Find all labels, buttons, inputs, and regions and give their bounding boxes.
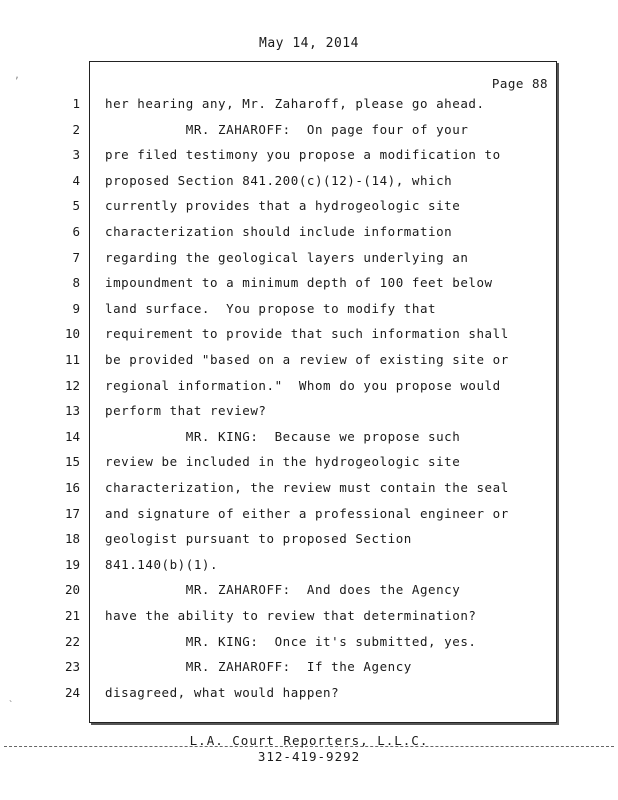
transcript-line: currently provides that a hydrogeologic site: [105, 198, 461, 214]
line-number: 14: [64, 428, 80, 444]
transcript-line: characterization, the review must contain the seal: [105, 480, 509, 495]
line-number: 10: [64, 326, 80, 342]
transcript-line: MR. KING: Once it's submitted, yes.: [105, 633, 477, 649]
transcript-line: MR. KING: Because we propose such: [105, 428, 461, 444]
line-number: 4: [72, 172, 80, 188]
line-number: 5: [72, 198, 80, 214]
transcript-line: be provided "based on a review of existing site or: [105, 352, 509, 367]
scan-speck: ,: [14, 70, 21, 81]
transcript-line: 841.140(b)(1).: [105, 556, 219, 572]
line-number: 18: [64, 531, 80, 547]
line-number: 9: [72, 300, 80, 316]
transcript-line: regional information." Whom do you propose would: [105, 377, 501, 393]
transcript-line: land surface. You propose to modify that: [105, 300, 437, 316]
transcript-line: review be included in the hydrogeologic site: [105, 454, 461, 470]
transcript-line: characterization should include information: [105, 224, 453, 239]
transcript-line: requirement to provide that such information shall: [105, 326, 509, 342]
line-number: 20: [64, 582, 80, 598]
scan-speck: `: [8, 700, 15, 711]
transcript-line: and signature of either a professional engineer or: [105, 505, 509, 521]
transcript-line: MR. ZAHAROFF: On page four of your: [105, 121, 469, 137]
transcript-line: impoundment to a minimum depth of 100 feet below: [105, 275, 493, 291]
transcript-line: proposed Section 841.200(c)(12)-(14), which: [105, 172, 453, 188]
transcript-line: pre filed testimony you propose a modification to: [105, 147, 501, 163]
transcript-line: perform that review?: [105, 403, 267, 419]
transcript-line: have the ability to review that determination?: [105, 608, 477, 623]
line-number: 16: [64, 480, 80, 495]
transcript-line: MR. ZAHAROFF: If the Agency: [105, 659, 412, 675]
court-reporter-name: L.A. Court Reporters, L.L.C.: [189, 733, 429, 748]
page-number: Page 88: [491, 76, 548, 91]
line-number: 19: [64, 556, 80, 572]
line-number: 6: [72, 224, 80, 239]
line-number: 23: [64, 659, 80, 675]
transcript-line: MR. ZAHAROFF: And does the Agency: [105, 582, 461, 598]
line-number: 3: [72, 147, 80, 163]
line-number: 24: [64, 684, 80, 700]
line-number: 8: [72, 275, 80, 291]
line-number: 1: [72, 96, 80, 111]
transcript-date: May 14, 2014: [259, 36, 359, 51]
transcript-line: geologist pursuant to proposed Section: [105, 531, 412, 547]
line-number: 11: [64, 352, 80, 367]
line-number: 15: [64, 454, 80, 470]
line-number: 21: [64, 608, 80, 623]
line-number: 7: [72, 249, 80, 265]
line-number: 22: [64, 633, 80, 649]
transcript-line: regarding the geological layers underlying an: [105, 249, 469, 265]
line-number: 17: [64, 505, 80, 521]
line-number: 12: [64, 377, 80, 393]
transcript-line: disagreed, what would happen?: [105, 684, 340, 700]
line-number: 13: [64, 403, 80, 419]
court-reporter-phone: 312-419-9292: [257, 749, 361, 764]
transcript-line: her hearing any, Mr. Zaharoff, please go ahead.: [105, 96, 485, 111]
line-number: 2: [72, 121, 80, 137]
